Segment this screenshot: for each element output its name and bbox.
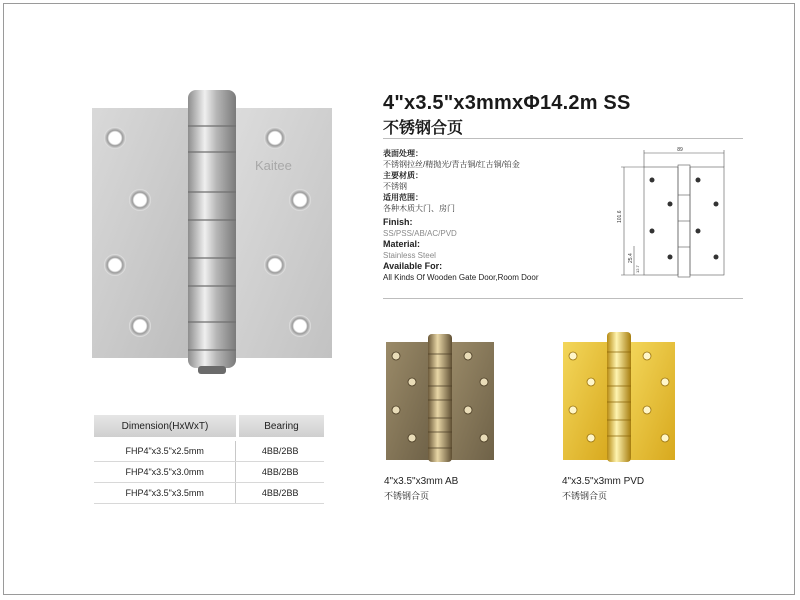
- table-row: [94, 483, 324, 504]
- variant-ab-caption-cn: 不锈钢合页: [384, 491, 430, 501]
- finish-label: Finish:: [383, 217, 413, 227]
- technical-drawing: [612, 145, 742, 280]
- spec-block: [383, 148, 623, 283]
- gold-pvd-hinge-image: [555, 330, 680, 470]
- table-row: [94, 462, 324, 483]
- cell-dimension: FHP4"x3.5"x3.5mm: [94, 483, 236, 503]
- variant-pvd-caption-cn: 不锈钢合页: [562, 491, 608, 501]
- surface-value: 不锈钢拉丝/精抛光/青古铜/红古铜/铂金: [383, 160, 520, 169]
- pitch-dimension: 25.4: [628, 253, 634, 263]
- variant-pvd-caption: 4"x3.5"x3mm PVD: [562, 476, 645, 487]
- usage-label: 适用范围：: [383, 193, 423, 202]
- edge-dimension: 12.7: [635, 265, 640, 273]
- stainless-hinge-image: [60, 60, 390, 390]
- divider-bottom: [383, 298, 743, 299]
- material-value: 不锈钢: [383, 182, 407, 191]
- variant-ab-caption: 4"x3.5"x3mm AB: [384, 476, 459, 487]
- width-dimension: 89: [677, 147, 683, 153]
- usage-value: 各种木质大门、房门: [383, 204, 455, 213]
- cell-dimension: FHP4"x3.5"x2.5mm: [94, 441, 236, 461]
- cell-bearing: 4BB/2BB: [261, 467, 299, 477]
- header-dimension: Dimension(HxWxT): [94, 415, 236, 437]
- brand-mark: Kaitee: [255, 158, 292, 173]
- divider-top: [383, 138, 743, 139]
- cell-bearing: 4BB/2BB: [261, 446, 299, 456]
- product-subtitle: 不锈钢合页: [383, 120, 464, 137]
- material-en-value: Stainless Steel: [383, 251, 436, 260]
- finish-value: SS/PSS/AB/AC/PVD: [383, 229, 457, 238]
- table-header: [94, 415, 324, 437]
- material-label: 主要材质：: [383, 171, 423, 180]
- antique-brass-hinge-image: [380, 330, 500, 470]
- available-label: Available For:: [383, 261, 443, 271]
- cell-dimension: FHP4"x3.5"x3.0mm: [94, 462, 236, 482]
- cell-bearing: 4BB/2BB: [261, 488, 299, 498]
- material-en-label: Material:: [383, 239, 421, 249]
- table-row: [94, 441, 324, 462]
- dimension-table: [94, 415, 324, 504]
- header-bearing: Bearing: [239, 415, 324, 437]
- height-dimension: 101.6: [617, 210, 623, 223]
- product-title: 4"x3.5"x3mmxΦ14.2m SS: [383, 92, 631, 114]
- available-value: All Kinds Of Wooden Gate Door,Room Door: [383, 273, 539, 282]
- surface-label: 表面处理：: [383, 149, 423, 158]
